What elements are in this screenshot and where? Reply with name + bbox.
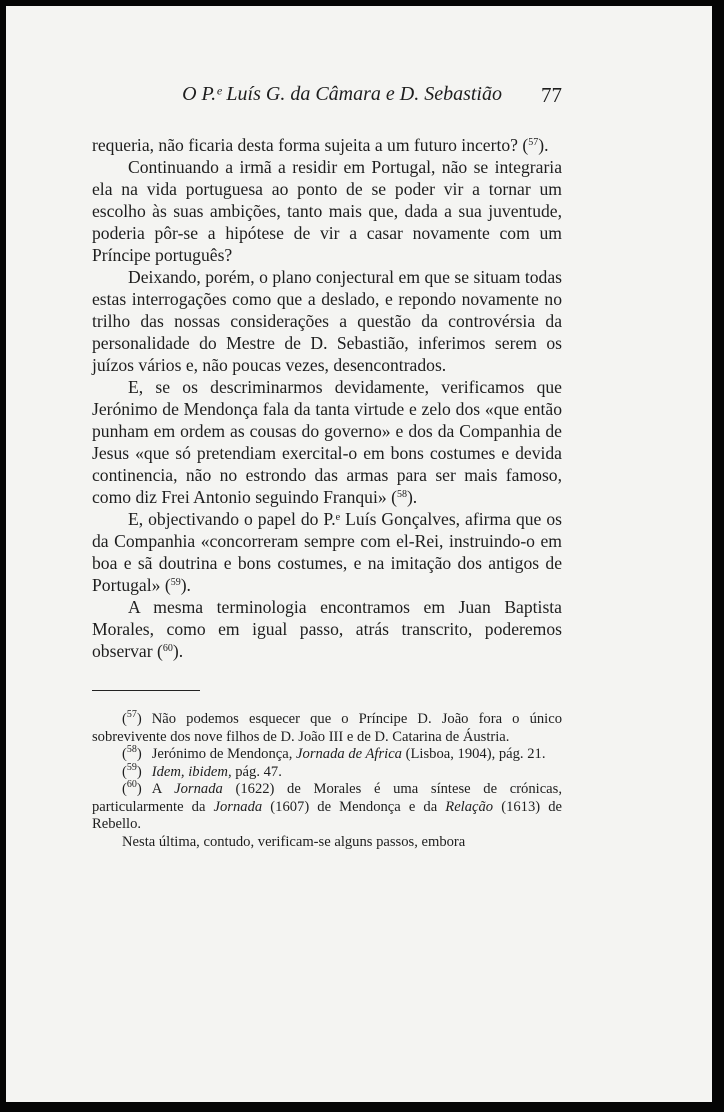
footnote-60-part-b: Jornada — [174, 781, 223, 797]
footnote-58-imprint: (Lisboa, 1904), pág. 21. — [405, 746, 546, 762]
paragraph-1 — [92, 134, 562, 156]
paragraph-1-end: ). — [538, 135, 549, 155]
footnote-57-open: ( — [122, 711, 127, 727]
footnote-57-number — [122, 711, 142, 727]
book-page — [92, 83, 562, 851]
footnote-59-number — [122, 761, 142, 780]
footnote-60-part-e: (1607) de Mendonça e da — [270, 798, 438, 815]
footnote-60-part-a: A — [151, 781, 162, 797]
footnote-60 — [92, 781, 562, 834]
paragraph-1-text: requeria, não ficaria desta forma sujeita a um futuro incerto? ( — [92, 135, 529, 155]
page-number: 77 — [541, 83, 562, 107]
paragraph-6-end: ). — [172, 641, 184, 661]
footnote-58 — [92, 746, 562, 764]
footnote-58-author: Jerónimo de Mendonça, — [151, 746, 293, 762]
footnote-58-work: Jornada de Africa — [296, 746, 402, 762]
paragraph-4 — [92, 376, 562, 508]
footnote-57-text: Não podemos esquecer que o Príncipe D. João fora o único sobrevivente dos nove filhos de D. João III e de D. Catarina de Áustria. — [92, 711, 562, 745]
footnote-ref-59: 59 — [170, 577, 181, 588]
paragraph-3: Deixando, porém, o plano conjectural em que se situam todas estas interrogações como que a deslado, e repondo novamente no trilho das nossas considerações a questão da controvérsia da personalidade do Mestre de D. Sebastião, inferimos serem os juízos vários e, não poucas vezes, desencontrados. — [92, 267, 562, 375]
footnote-57-close: ) — [136, 711, 142, 727]
paragraph-4-text: E, se os descriminarmos devidamente, verificamos que Jerónimo de Mendonça fala da tanta virtude e zelo dos «que então punham em ordem as cousas do governo» e dos da Companhia de Jesus «que só pretendiam exercital-o em bons costumes e devida continencia, não no estrondo das armas para ser mais famoso, como diz Frei Antonio seguindo Franqui» ( — [92, 377, 562, 507]
footnote-59-page: pág. 47. — [235, 763, 282, 780]
footnote-ref-60: 60 — [162, 643, 173, 654]
footnote-60-number — [122, 781, 142, 797]
footnote-60-part-d: Jornada — [213, 798, 263, 815]
footnote-58-number — [122, 746, 142, 762]
footnote-59-open: ( — [122, 763, 127, 780]
footnote-59 — [92, 761, 562, 782]
footnote-60-part-c: (1622) de Morales é uma síntese de crónicas, particularmente da — [92, 781, 562, 815]
footnote-58-num: 58 — [126, 744, 137, 755]
footnote-60-close: ) — [136, 781, 142, 797]
footnote-59-idem: Idem, ibidem, — [151, 763, 232, 780]
footnotes — [92, 711, 562, 851]
footnote-58-open: ( — [122, 746, 127, 762]
paragraph-6 — [92, 596, 562, 662]
footnote-60-num: 60 — [126, 779, 137, 790]
footnote-ref-57: 57 — [528, 137, 539, 148]
running-head-title: O P.ᵉ Luís G. da Câmara e D. Sebastião — [182, 83, 502, 105]
footnote-59-close: ) — [136, 763, 142, 780]
footnote-60-open: ( — [122, 781, 127, 797]
footnote-60-part-g: (1613) de Rebello. — [92, 798, 562, 832]
paragraph-6-text: A mesma terminologia encontramos em Juan Baptista Morales, como em igual passo, atrás transcrito, poderemos observar ( — [92, 597, 562, 661]
footnote-divider — [92, 690, 200, 691]
paragraph-2: Continuando a irmã a residir em Portugal, não se integraria ela na vida portuguesa ao ponto de se poder vir a tornar um escolho às suas ambições, tanto mais que, dada a sua juventude, poderia pôr-se a hipótese de vir a casar novamente com um Príncipe português? — [92, 157, 562, 265]
paragraph-5-end: ). — [180, 575, 191, 595]
footnote-60-part-f: Relação — [445, 798, 494, 815]
paragraph-5 — [92, 508, 562, 596]
footnote-59-num: 59 — [126, 761, 137, 773]
body-text — [92, 134, 562, 662]
footnote-57 — [92, 711, 562, 746]
footnote-58-close: ) — [136, 746, 142, 762]
footnote-57-num: 57 — [126, 709, 137, 720]
footnote-ref-58: 58 — [396, 489, 407, 500]
footnote-continuation: Nesta última, contudo, verificam-se alguns passos, embora — [122, 833, 466, 850]
paragraph-5-text: E, objectivando o papel do P.ᵉ Luís Gonçalves, afirma que os da Companhia «concorreram sempre com el-Rei, instruindo-o em boa e sã doutrina e bons costumes, e na imitação dos antigos de Portugal» ( — [92, 509, 562, 595]
paragraph-4-end: ). — [406, 487, 418, 507]
running-head — [92, 83, 562, 113]
